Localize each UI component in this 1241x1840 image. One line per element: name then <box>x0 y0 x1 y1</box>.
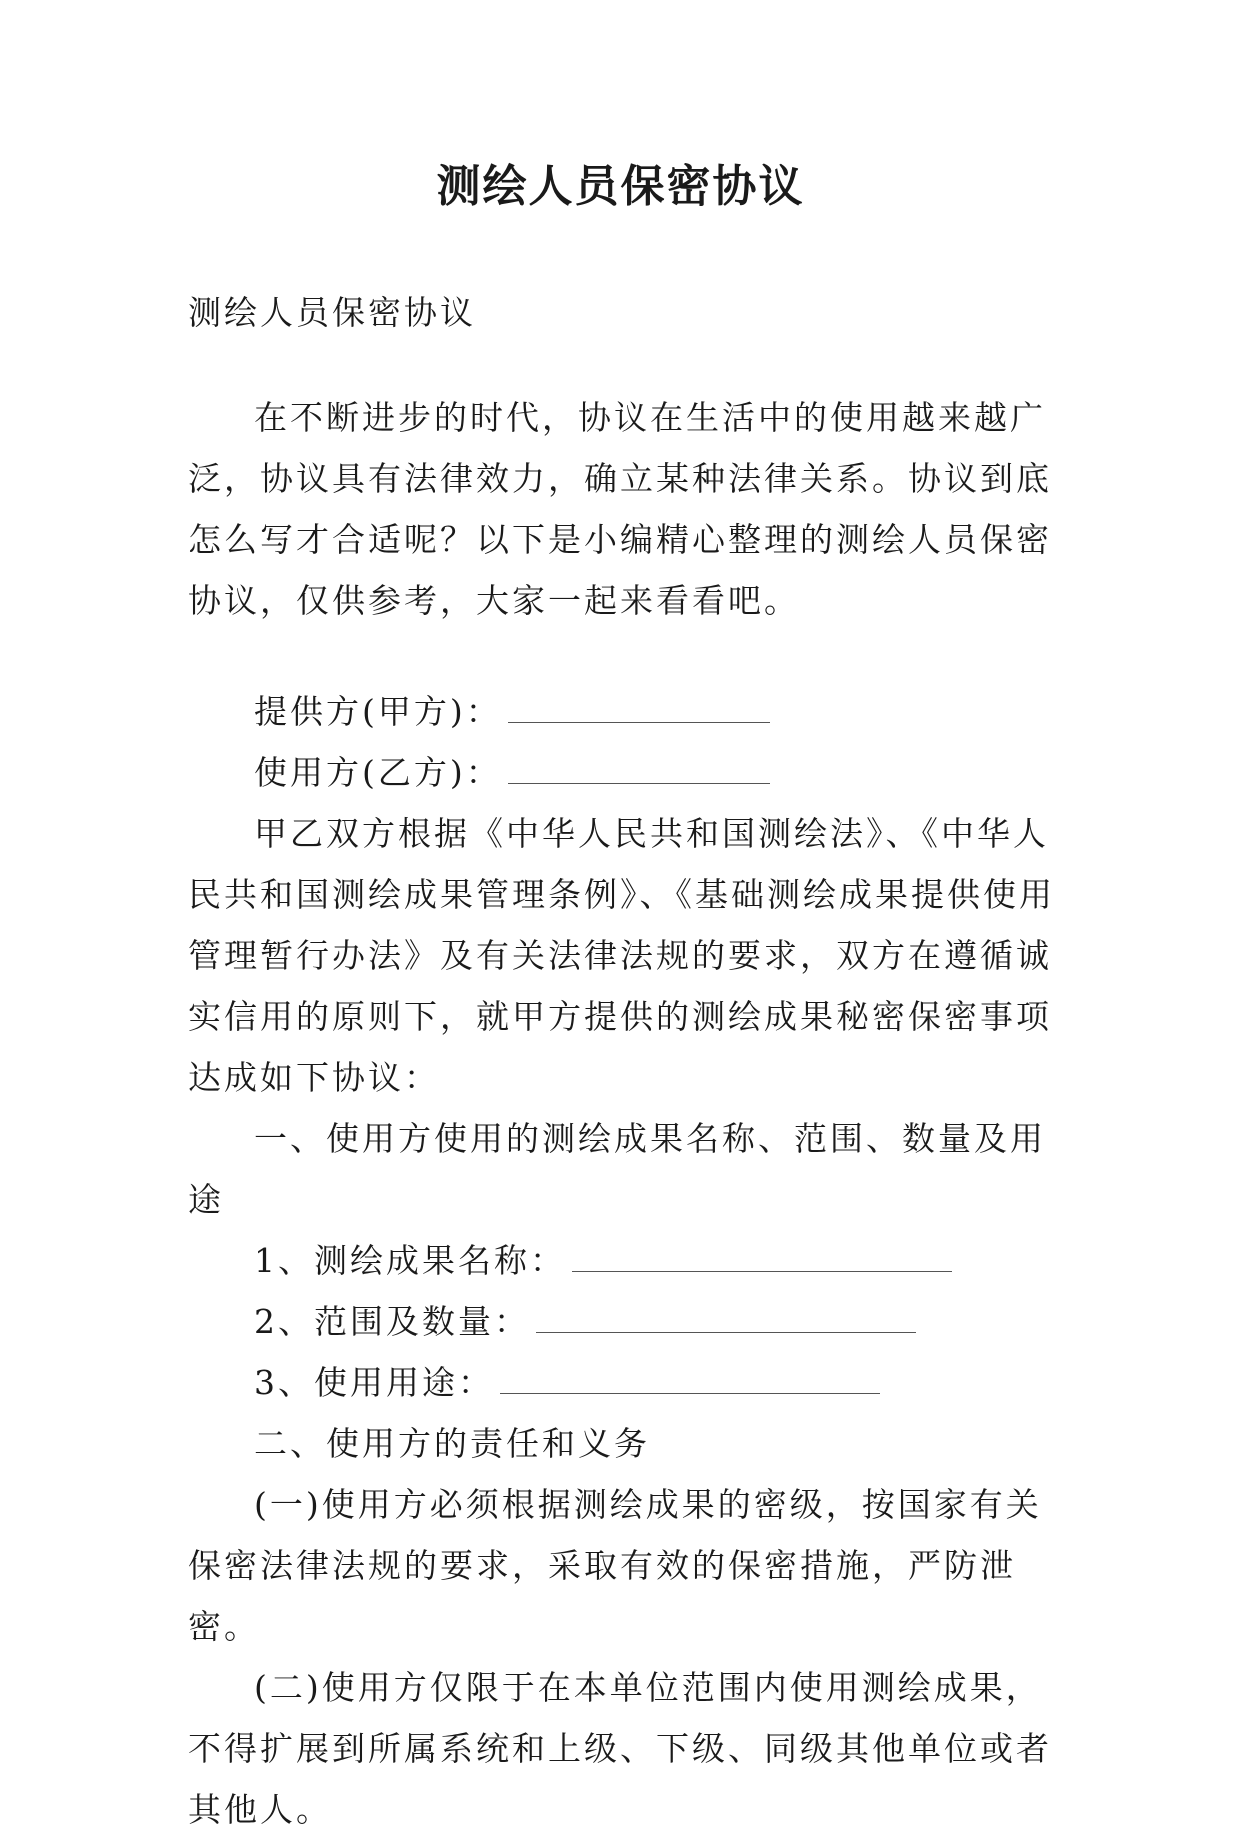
document-subtitle: 测绘人员保密协议 <box>188 293 476 332</box>
document-title: 测绘人员保密协议 <box>436 161 805 212</box>
clause1-paragraph: (一)使用方必须根据测绘成果的密级，按国家有关保密法律法规的要求，采取有效的保密措施，严防泄密。 <box>188 1485 1042 1646</box>
party-b-blank <box>508 753 770 784</box>
section1-heading: 一、使用方使用的测绘成果名称、范围、数量及用途 <box>188 1119 1046 1219</box>
document-body <box>188 282 1068 1840</box>
party-a-label: 提供方(甲方)： <box>254 692 502 731</box>
preamble-paragraph: 甲乙双方根据《中华人民共和国测绘法》、《中华人民共和国测绘成果管理条例》、《基础测绘成果提供使用管理暂行办法》及有关法律法规的要求，双方在遵循诚实信用的原则下，就甲方提供的测绘成果秘密保密事项达成如下协议： <box>188 814 1055 1097</box>
party-a-line <box>188 681 1068 742</box>
item2-line <box>188 1291 1068 1352</box>
intro-paragraph: 在不断进步的时代，协议在生活中的使用越来越广泛，协议具有法律效力，确立某种法律关系。协议到底怎么写才合适呢？以下是小编精心整理的测绘人员保密协议，仅供参考，大家一起来看看吧。 <box>188 398 1052 620</box>
item1-label: 1、测绘成果名称： <box>254 1241 566 1280</box>
party-b-label: 使用方(乙方)： <box>254 753 502 792</box>
item1-line <box>188 1230 1068 1291</box>
party-a-blank <box>508 692 770 723</box>
party-b-line <box>188 742 1068 803</box>
item2-label: 2、范围及数量： <box>254 1302 530 1341</box>
item3-label: 3、使用用途： <box>254 1363 494 1402</box>
item2-blank <box>536 1302 916 1333</box>
item3-blank <box>500 1363 880 1394</box>
clause2-paragraph: (二)使用方仅限于在本单位范围内使用测绘成果，不得扩展到所属系统和上级、下级、同级其他单位或者其他人。 <box>188 1668 1052 1829</box>
section2-heading: 二、使用方的责任和义务 <box>254 1424 650 1463</box>
item1-blank <box>572 1241 952 1272</box>
item3-line <box>188 1352 1068 1413</box>
